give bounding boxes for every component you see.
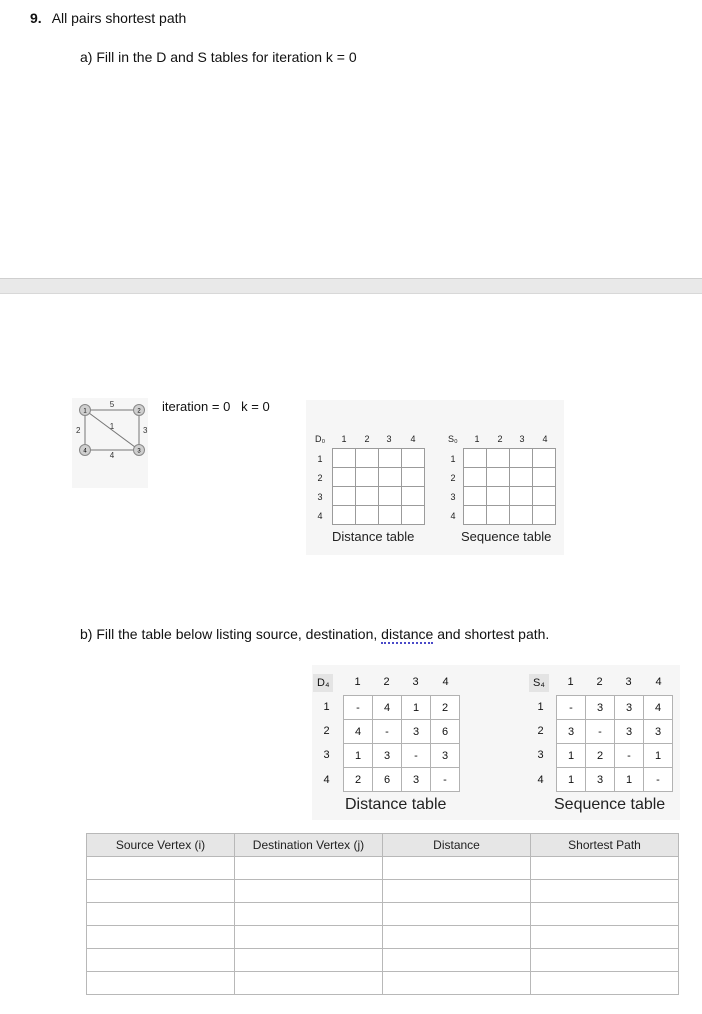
iteration-0-tables-panel [306,400,564,555]
k-value: k = 0 [241,399,270,414]
s4-grid [556,695,673,792]
d4-cell: 3 [373,744,402,768]
answer-cell[interactable] [235,880,383,903]
s4-col-header: 3 [625,676,632,688]
d4-cell: 3 [431,744,460,768]
d0-col-header: 4 [410,434,416,444]
d4-cell: - [402,744,431,768]
s0-row-header: 1 [450,454,456,464]
s0-cell[interactable] [487,468,510,487]
answer-header-destination: Destination Vertex (j) [235,834,383,857]
d4-cell: 4 [344,720,373,744]
d4-row-header: 4 [323,774,330,786]
s0-cell[interactable] [510,487,533,506]
answer-cell[interactable] [531,903,679,926]
s4-cell: 2 [586,744,615,768]
graph-node-2-label: 2 [137,408,141,415]
s4-col-header: 4 [655,676,662,688]
answer-table [86,833,679,995]
d4-cell: - [373,720,402,744]
graph-figure-panel [72,398,148,488]
d0-cell[interactable] [402,506,425,525]
answer-row [87,926,679,949]
d4-row-header: 3 [323,749,330,761]
answer-cell[interactable] [531,880,679,903]
answer-cell[interactable] [235,949,383,972]
s4-cell: 3 [615,720,644,744]
s0-row-header: 4 [450,511,456,521]
part-a-instruction: a) Fill in the D and S tables for iteration k = 0 [80,49,357,65]
d0-cell[interactable] [379,468,402,487]
s4-row-header: 3 [537,749,544,761]
s4-caption: Sequence table [554,796,666,813]
s0-cell[interactable] [464,487,487,506]
d0-cell[interactable] [333,506,356,525]
answer-cell[interactable] [87,926,235,949]
d0-row-header: 3 [317,492,323,502]
edge-weight-1-2: 5 [109,400,115,409]
graph-node-3-label: 3 [137,448,141,455]
answer-row [87,903,679,926]
d4-row-header: 2 [323,725,330,737]
answer-cell[interactable] [531,972,679,995]
d4-cell: 6 [431,720,460,744]
answer-cell[interactable] [235,903,383,926]
answer-cell[interactable] [235,972,383,995]
s4-cell: 3 [586,696,615,720]
answer-cell[interactable] [87,880,235,903]
d0-cell[interactable] [402,487,425,506]
part-b-text-end: and shortest path. [433,626,550,642]
answer-cell[interactable] [383,857,531,880]
d4-row-header: 1 [323,701,330,713]
d4-col-header: 4 [442,676,449,688]
d0-cell[interactable] [379,449,402,468]
s4-col-header: 2 [596,676,603,688]
s0-cell[interactable] [487,449,510,468]
s4-cell: 1 [615,768,644,792]
d0-cell[interactable] [379,487,402,506]
d4-cell: 3 [402,768,431,792]
s0-cell[interactable] [533,487,556,506]
s0-cell[interactable] [533,449,556,468]
d0-caption: Distance table [332,529,415,544]
d4-cell: 1 [402,696,431,720]
s4-cell: - [557,696,586,720]
answer-row [87,972,679,995]
d0-cell[interactable] [402,468,425,487]
answer-cell[interactable] [235,857,383,880]
d4-col-header: 2 [383,676,390,688]
answer-row [87,880,679,903]
d0-cell[interactable] [356,468,379,487]
s4-cell: - [644,768,673,792]
s4-cell: 1 [557,744,586,768]
edge-weight-2-3: 3 [143,426,148,435]
answer-cell[interactable] [87,903,235,926]
s0-cell[interactable] [464,506,487,525]
s0-cell[interactable] [464,449,487,468]
d4-cell: - [344,696,373,720]
answer-header-source: Source Vertex (i) [87,834,235,857]
s0-col-header: 1 [474,434,480,444]
d0-row-header: 1 [317,454,323,464]
edge-weight-1-3: 1 [109,422,115,431]
answer-cell[interactable] [87,857,235,880]
question-number: 9. [30,10,42,26]
s0-cell[interactable] [510,449,533,468]
d0-cell[interactable] [333,468,356,487]
answer-header-distance: Distance [383,834,531,857]
answer-row [87,857,679,880]
edge-weight-1-4: 2 [76,426,81,435]
answer-cell[interactable] [383,880,531,903]
s0-grid [463,448,556,525]
answer-cell[interactable] [531,949,679,972]
s4-cell: 3 [615,696,644,720]
d4-cell: 2 [344,768,373,792]
s0-cell[interactable] [510,506,533,525]
s0-cell[interactable] [487,506,510,525]
answer-cell[interactable] [87,949,235,972]
s4-cell: - [615,744,644,768]
s0-corner-label: S₀ [448,434,458,444]
edge-weight-4-3: 4 [109,451,115,460]
s0-row-header: 2 [450,473,456,483]
d0-grid [332,448,425,525]
d0-corner-label: D₀ [315,434,326,444]
d0-col-header: 1 [341,434,347,444]
d0-row-header: 2 [317,473,323,483]
page-break-divider [0,278,702,294]
s4-cell: 1 [644,744,673,768]
s4-corner-label: S₄ [529,674,549,692]
answer-cell[interactable] [531,857,679,880]
s0-col-header: 4 [542,434,548,444]
s4-cell: 3 [586,768,615,792]
s4-cell: - [586,720,615,744]
d4-caption: Distance table [345,796,447,813]
answer-row [87,949,679,972]
d0-cell[interactable] [333,487,356,506]
d0-col-header: 2 [364,434,370,444]
d4-cell: 2 [431,696,460,720]
d0-cell[interactable] [356,449,379,468]
s0-cell[interactable] [464,468,487,487]
answer-cell[interactable] [235,926,383,949]
d4-corner-label: D₄ [313,674,333,692]
s0-cell[interactable] [510,468,533,487]
s0-cell[interactable] [487,487,510,506]
s4-row-header: 1 [537,701,544,713]
s4-cell: 3 [644,720,673,744]
answer-cell[interactable] [383,972,531,995]
question-title [30,10,186,26]
answer-cell[interactable] [383,926,531,949]
part-b-instruction [80,626,549,642]
s0-col-header: 2 [497,434,503,444]
d4-cell: 1 [344,744,373,768]
s4-cell: 4 [644,696,673,720]
s4-cell: 3 [557,720,586,744]
answer-cell[interactable] [87,972,235,995]
iteration-value: iteration = 0 [162,399,231,414]
final-tables-panel [312,665,680,820]
d4-cell: 3 [402,720,431,744]
s0-row-header: 3 [450,492,456,502]
d4-grid [343,695,460,792]
s0-cell[interactable] [533,506,556,525]
d0-cell[interactable] [333,449,356,468]
d0-cell[interactable] [402,449,425,468]
s4-col-header: 1 [567,676,574,688]
answer-cell[interactable] [531,926,679,949]
s4-row-header: 2 [537,725,544,737]
s0-cell[interactable] [533,468,556,487]
d0-cell[interactable] [356,506,379,525]
d4-cell: 6 [373,768,402,792]
s4-cell: 1 [557,768,586,792]
answer-cell[interactable] [383,949,531,972]
weighted-graph [72,398,148,488]
part-b-text-start: b) Fill the table below listing source, destination, [80,626,382,642]
d4-col-header: 1 [354,676,361,688]
d0-row-header: 4 [317,511,323,521]
iteration-label [162,399,270,414]
part-b-distance-word: distance [381,626,434,642]
answer-cell[interactable] [383,903,531,926]
question-title-text: All pairs shortest path [51,10,187,26]
d4-cell: 4 [373,696,402,720]
s0-caption: Sequence table [461,529,552,544]
answer-header-shortest-path: Shortest Path [531,834,679,857]
s0-col-header: 3 [519,434,525,444]
d4-col-header: 3 [412,676,419,688]
s4-row-header: 4 [537,774,544,786]
graph-node-4-label: 4 [83,448,87,455]
d0-cell[interactable] [379,506,402,525]
d0-cell[interactable] [356,487,379,506]
d4-cell: - [431,768,460,792]
graph-node-1-label: 1 [83,408,87,415]
d0-col-header: 3 [386,434,392,444]
